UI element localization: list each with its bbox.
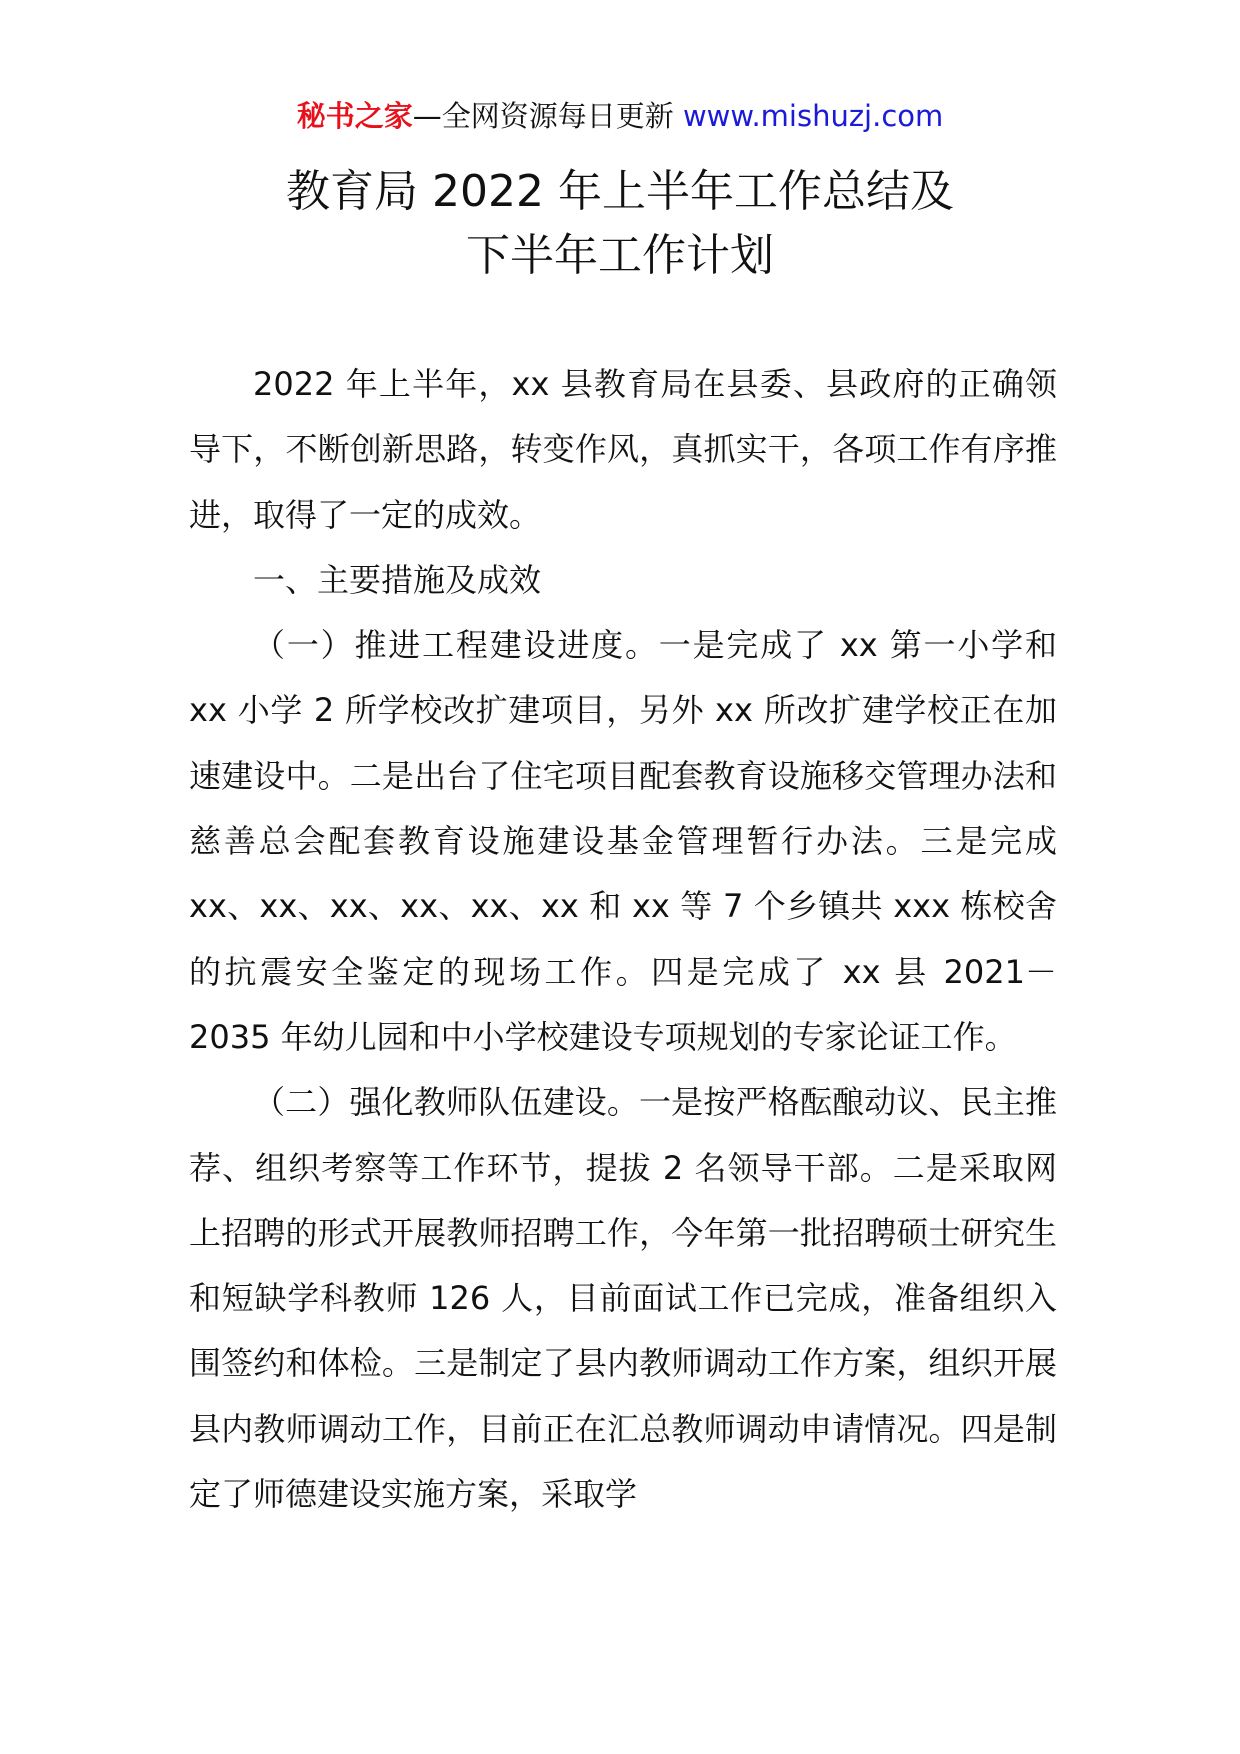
title-line-1: 教育局 2022 年上半年工作总结及 [286, 166, 954, 217]
title-line-2: 下半年工作计划 [466, 230, 774, 281]
section-heading: 一、主要措施及成效 [253, 560, 542, 599]
site-header [0, 96, 1240, 136]
subsection-paragraph-1: （一）推进工程建设进度。一是完成了 xx 第一小学和 xx 小学 2 所学校改扩建项目，另外 xx 所改扩建学校正在加速建设中。二是出台了住宅项目配套教育设施移交管理办法和慈善总会配套教育设施建设基金管理暂行办法。三是完成 xx、xx、xx、xx、xx、xx 和 xx 等 7 个乡镇共 xxx 栋校舍的抗震安全鉴定的现场工作。四是完成了 xx 县 2021－2035 年幼儿园和中小学校建设专项规划的专家论证工作。 [189, 626, 1057, 1056]
subsection-paragraph-2: （二）强化教师队伍建设。一是按严格酝酿动议、民主推荐、组织考察等工作环节，提拔 2 名领导干部。二是采取网上招聘的形式开展教师招聘工作，今年第一批招聘硕士研究生和短缺学科教师 126 人，目前面试工作已完成，准备组织入围签约和体检。三是制定了县内教师调动工作方案，组织开展县内教师调动工作，目前正在汇总教师调动申请情况。四是制定了师德建设实施方案，采取学 [189, 1083, 1057, 1514]
document-title [0, 160, 1240, 288]
header-tagline: —全网资源每日更新 [412, 99, 683, 133]
document-body [189, 352, 1057, 1527]
brand-name: 秘书之家 [296, 99, 413, 133]
intro-paragraph: 2022 年上半年，xx 县教育局在县委、县政府的正确领导下，不断创新思路，转变作风，真抓实干，各项工作有序推进，取得了一定的成效。 [189, 365, 1057, 534]
site-url-link[interactable]: www.mishuzj.com [682, 99, 944, 133]
